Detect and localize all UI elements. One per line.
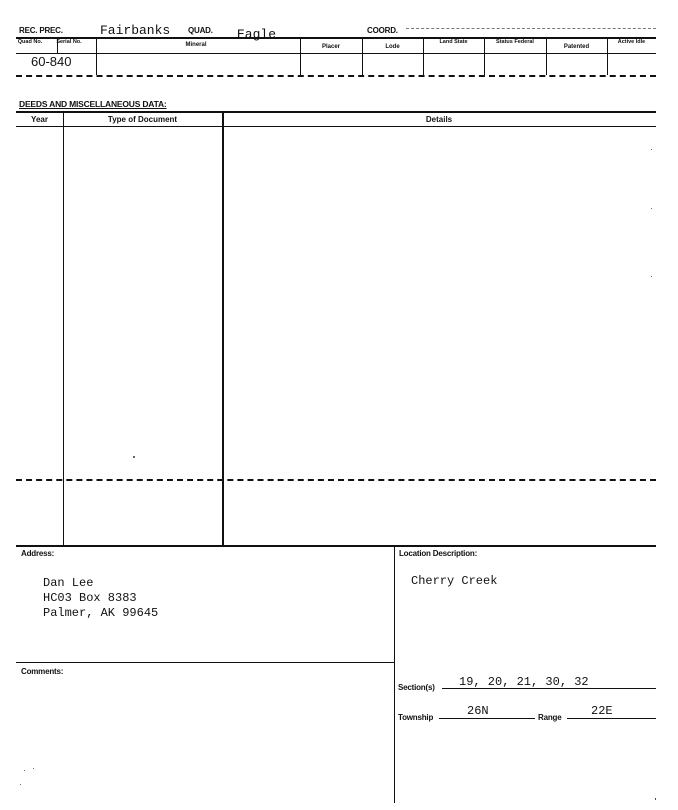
sections-value: 19, 20, 21, 30, 32 [459,675,589,689]
address-line-box: HC03 Box 8383 [43,591,137,605]
deeds-header-rule [16,126,656,127]
col-type-of-document: Type of Document [107,115,178,124]
scan-speck [651,208,652,209]
address-label: Address: [21,549,55,558]
col-placer: Placer [321,44,340,50]
col-active-idle: Active Idle [617,39,646,45]
township-label: Township [398,713,434,722]
col-quad-no: Quad No. [17,39,43,45]
range-value: 22E [591,704,613,718]
col-year: Year [31,115,48,124]
quad-no-value: 60-840 [31,54,72,69]
location-description-value: Cherry Creek [411,574,498,588]
address-line-city: Palmer, AK 99645 [43,606,159,620]
col-mineral: Mineral [185,42,207,48]
quad-label: QUAD. [188,26,213,35]
deeds-section-title: DEEDS AND MISCELLANEOUS DATA: [19,99,167,109]
col-details: Details [425,115,453,124]
scan-speck [655,798,656,800]
col-lode: Lode [385,44,400,50]
comments-label: Comments: [21,667,64,676]
deeds-bottom-rule [16,545,656,547]
scan-speck [33,768,34,769]
scan-speck [651,276,652,277]
range-label: Range [538,713,562,722]
rec-prec-value: Fairbanks [100,23,171,38]
scan-speck [24,770,25,771]
scan-speck [20,784,21,785]
scan-speck [133,456,135,458]
coord-label: COORD. [367,26,398,35]
header-rule [16,37,656,39]
coord-line [406,28,656,29]
sections-label: Section(s) [398,683,435,692]
address-comments-divider [16,662,394,663]
quad-value: Eagle [237,27,277,42]
col-land-state: Land State [439,39,468,45]
location-description-label: Location Description: [399,549,478,558]
rec-prec-label: REC. PREC. [19,26,63,35]
col-status-federal: Status Federal [496,39,534,45]
address-line-name: Dan Lee [43,576,94,590]
township-value: 26N [467,704,489,718]
column-header-rule [16,53,656,54]
claim-row-rule [16,75,656,77]
col-serial-no: Serial No. [56,39,82,45]
scan-speck [651,149,652,150]
col-patented: Patented [563,44,590,50]
deeds-dashed-rule [16,479,656,481]
deeds-top-rule [16,111,656,113]
